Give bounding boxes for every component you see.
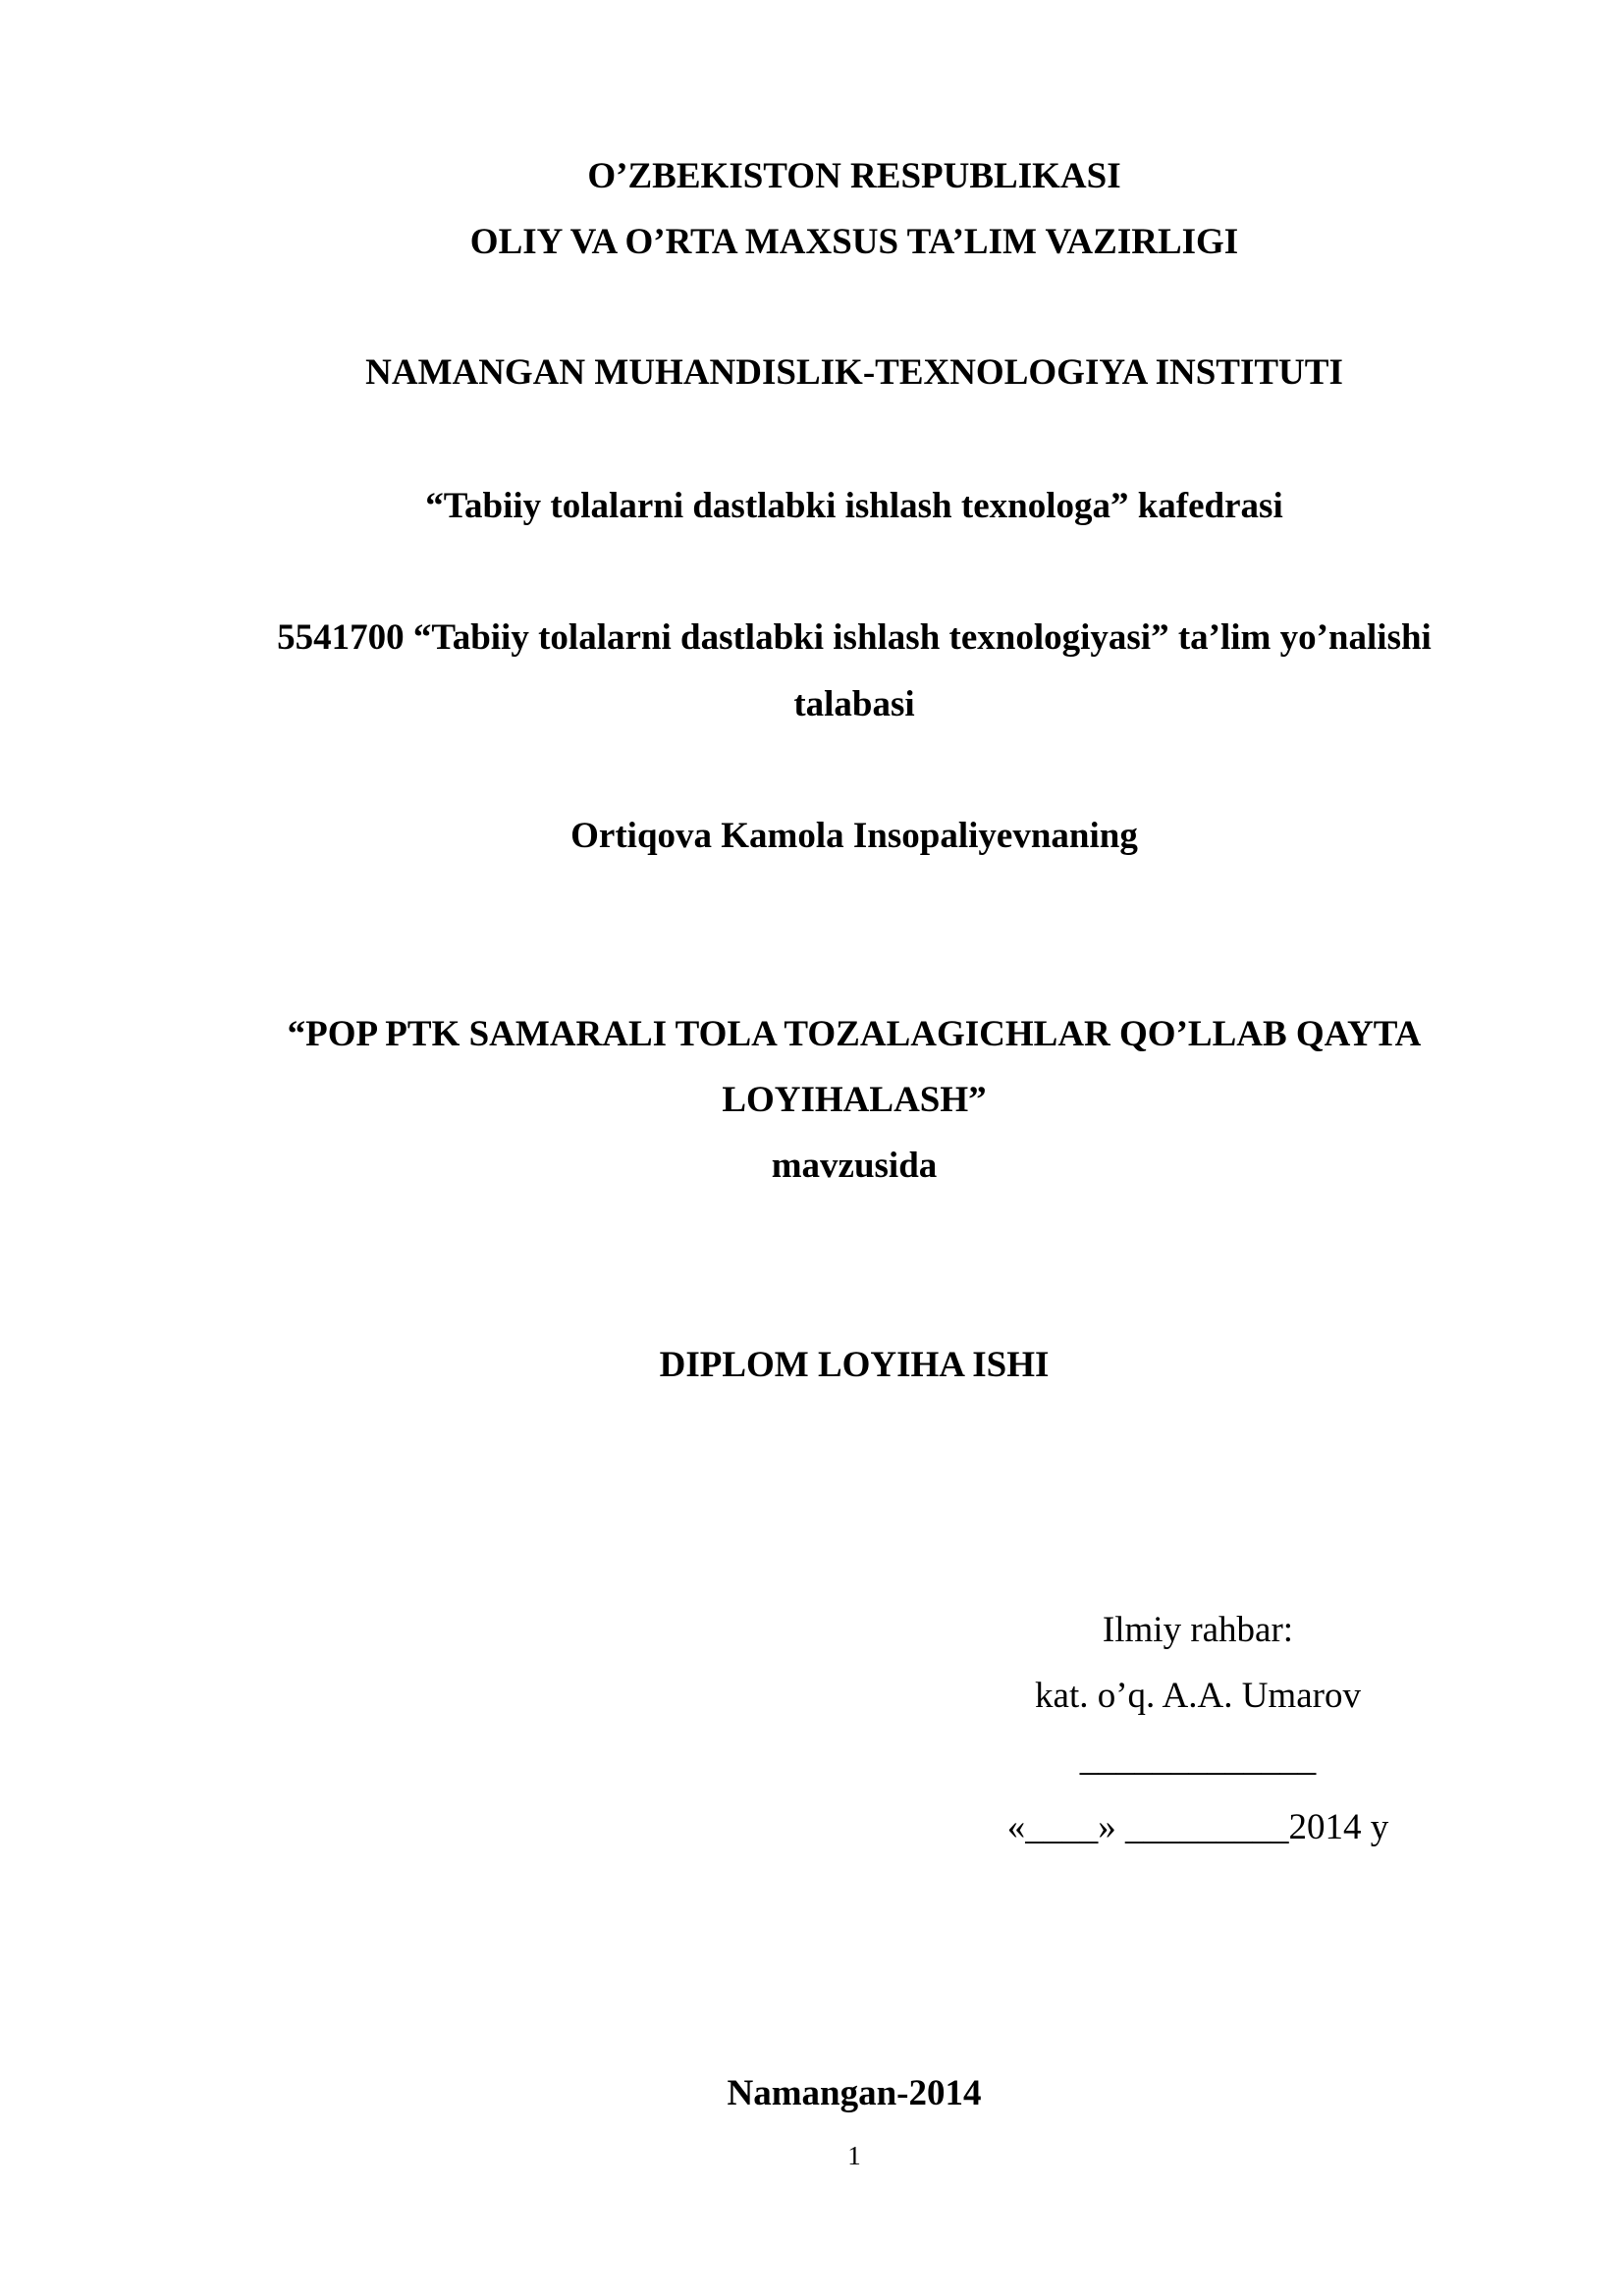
- program-line-2: talabasi: [793, 684, 915, 724]
- supervisor-label: Ilmiy rahbar:: [1102, 1610, 1294, 1650]
- supervisor-name: kat. o’q. A.A. Umarov: [1035, 1676, 1361, 1716]
- date-line: «____» _________2014 y: [1006, 1807, 1389, 1847]
- city-year: Namangan-2014: [727, 2073, 982, 2113]
- work-type-title: DIPLOM LOYIHA ISHI: [659, 1345, 1050, 1385]
- department-heading: “Tabiiy tolalarni dastlabki ishlash texnologa” kafedrasi: [425, 486, 1283, 526]
- student-name: Ortiqova Kamola Insopaliyevnaning: [570, 816, 1138, 856]
- institute-heading: NAMANGAN MUHANDISLIK-TEXNOLOGIYA INSTITUTI: [365, 352, 1343, 393]
- signature-line: _____________: [1079, 1738, 1317, 1779]
- republic-heading: O’ZBEKISTON RESPUBLIKASI: [587, 156, 1121, 196]
- page-number: 1: [847, 2141, 861, 2170]
- topic-suffix: mavzusida: [771, 1146, 938, 1186]
- program-line-1: 5541700 “Tabiiy tolalarni dastlabki ishlash texnologiyasi” ta’lim yo’nalishi: [277, 617, 1432, 658]
- ministry-heading: OLIY VA O’RTA MAXSUS TA’LIM VAZIRLIGI: [469, 222, 1239, 262]
- topic-title-line-1: “POP PTK SAMARALI TOLA TOZALAGICHLAR QO’LLAB QAYTA: [287, 1014, 1422, 1054]
- topic-title-line-2: LOYIHALASH”: [722, 1080, 987, 1120]
